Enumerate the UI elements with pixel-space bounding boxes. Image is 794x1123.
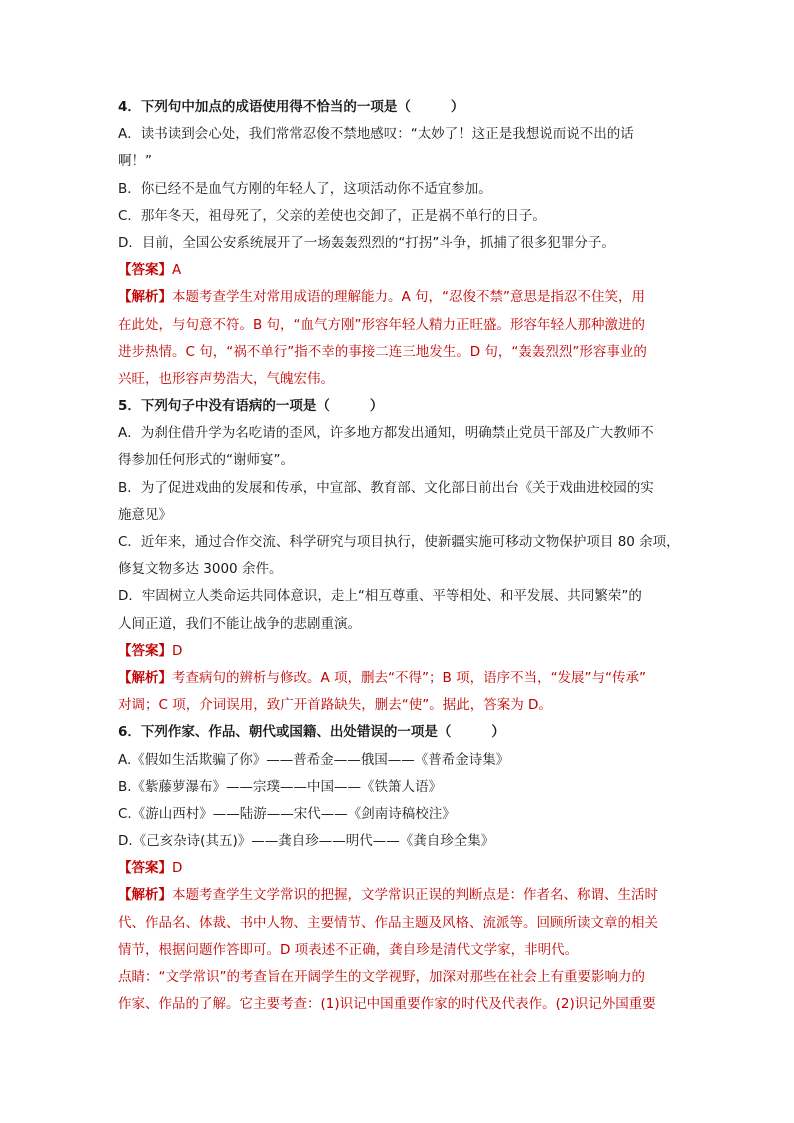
q4-analysis-line1: 【解析】本题考查学生对常用成语的理解能力。A 句，“忍俊不禁”意思是指忍不住笑，用 [118,289,646,306]
q4-analysis-line4: 兴旺，也形容声势浩大，气魄宏伟。 [118,370,334,387]
q5-analysis-line1: 【解析】考查病句的辨析与修改。A 项，删去“不得”；B 项，语序不当，“发展”与“传承” [118,669,647,686]
q6-analysis-line2: 代、作品名、体裁、书中人物、主要情节、作品主题及风格、流派等。回顾所读文章的相关 [118,914,658,931]
answer-tag: 【答案】 [118,262,172,279]
q5-option-c-line1: C．近年来，通过合作交流、科学研究与项目执行，使新疆实施可移动文物保护项目 80 余项， [118,534,680,550]
document-content [118,94,680,1018]
answer-value: A [172,262,182,279]
q5-answer [118,638,680,665]
q4-option-a-line1: A．读书读到会心处，我们常常忍俊不禁地感叹：“太妙了！这正是我想说而说不出的话 [118,126,634,143]
q6-analysis-line3: 情节，根据问题作答即可。D 项表述不正确，龚自珍是清代文学家，非明代。 [118,941,579,958]
q4-option-b: B．你已经不是血气方刚的年轻人了，这项活动你不适宜参加。 [118,180,492,197]
q5-option-b-line2: 施意见》 [118,506,172,523]
q5-option-a-line2: 得参加任何形式的“谢师宴”。 [118,452,294,469]
q5-option-c-line2: 修复文物多达 3000 余件。 [118,561,283,578]
analysis-tag: 【解析】 [118,289,172,306]
q5-option-d-line2: 人间正道，我们不能让战争的悲剧重演。 [118,615,361,632]
q6-answer [118,855,680,882]
q5-option-d-line1: D．牢固树立人类命运共同体意识，走上“相互尊重、平等相处、和平发展、共同繁荣”的 [118,588,642,605]
q4-option-d: D．目前，全国公安系统展开了一场轰轰烈烈的“打拐”斗争，抓捕了很多犯罪分子。 [118,234,615,251]
q6-option-b: B.《紫藤萝瀑布》——宗璞——中国——《铁箫人语》 [118,778,443,795]
q4-option-c: C．那年冬天，祖母死了，父亲的差使也交卸了，正是祸不单行的日子。 [118,207,546,224]
q4-analysis-line3: 进步热情。C 句，“祸不单行”指不幸的事接二连三地发生。D 句，“轰轰烈烈”形容事业的 [118,343,647,360]
q5-option-b-line1: B．为了促进戏曲的发展和传承，中宣部、教育部、文化部日前出台《关于戏曲进校园的实 [118,479,654,496]
q6-option-c: C.《游山西村》——陆游——宋代——《剑南诗稿校注》 [118,805,456,822]
q6-analysis-line1: 【解析】本题考查学生文学常识的把握，文学常识正误的判断点是：作者名、称谓、生活时 [118,887,658,904]
q6-tip-line2: 作家、作品的了解。它主要考查：(1)识记中国重要作家的时代及代表作。(2)识记外国重要 [118,996,656,1013]
question-4-title: 4．下列句中加点的成语使用得不恰当的一项是（ ） [118,99,465,115]
q6-option-a: A.《假如生活欺骗了你》——普希金——俄国——《普希金诗集》 [118,751,510,768]
tip-tag: 点睛： [118,969,159,985]
q6-tip-line1: 点睛：“文学常识”的考查旨在开阔学生的文学视野，加深对那些在社会上有重要影响力的 [118,969,645,985]
q4-answer [118,257,680,284]
question-6-title: 6．下列作家、作品、朝代或国籍、出处错误的一项是（ ） [118,724,505,741]
q5-option-a-line1: A．为刹住借升学为名吃请的歪风，许多地方都发出通知，明确禁止党员干部及广大教师不 [118,425,654,442]
analysis-tag: 【解析】 [118,887,172,904]
answer-tag: 【答案】 [118,642,172,659]
q5-analysis-line2: 对调；C 项，介词误用，致广开首路缺失，删去“使”。据此，答案为 D。 [118,697,552,714]
q4-option-a-line2: 啊！” [118,153,152,170]
answer-value: D [172,642,183,659]
q6-option-d: D.《己亥杂诗(其五)》——龚自珍——明代——《龚自珍全集》 [118,833,495,850]
q4-analysis-line2: 在此处，与句意不符。B 句，“血气方刚”形容年轻人精力正旺盛。形容年轻人那种激进的 [118,316,646,333]
analysis-tag: 【解析】 [118,669,172,686]
question-5-title: 5．下列句子中没有语病的一项是（ ） [118,398,384,415]
answer-value: D [172,860,183,877]
answer-tag: 【答案】 [118,860,172,877]
